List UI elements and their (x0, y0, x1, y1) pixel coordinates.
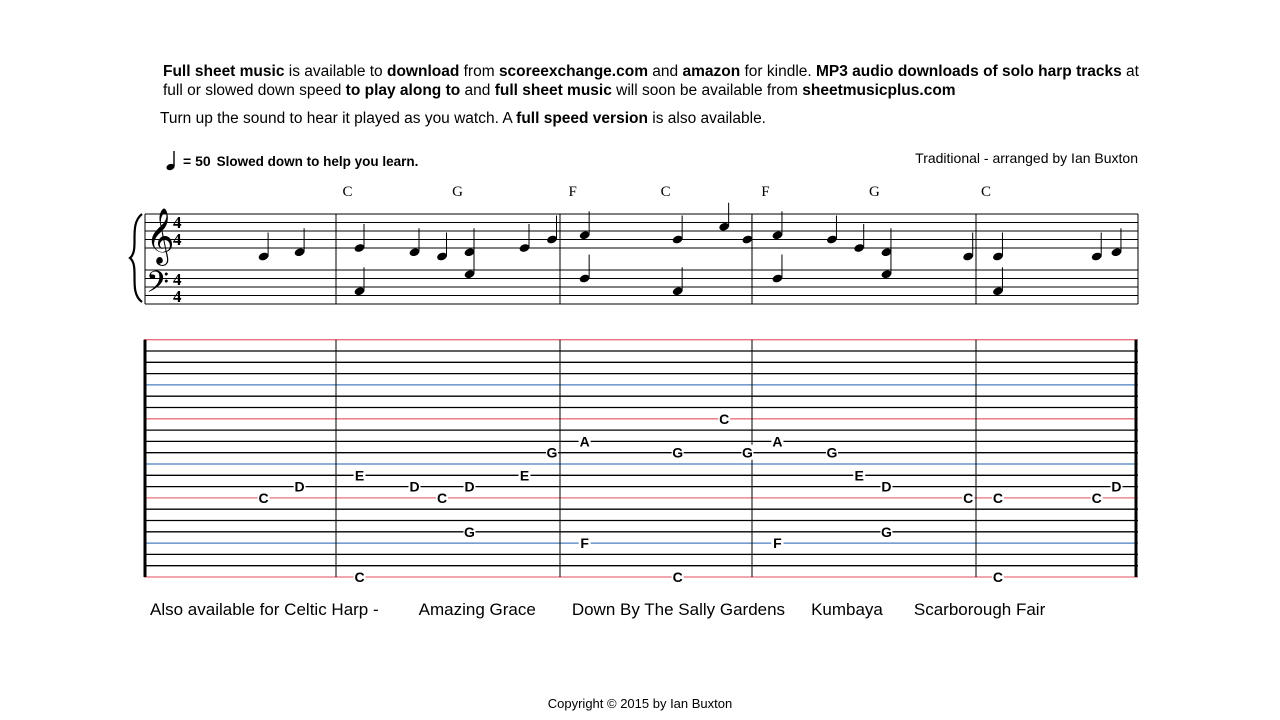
p1-run: MP3 audio downloads of solo harp tracks (816, 63, 1122, 80)
tab-note: G (881, 523, 892, 540)
tempo-text: Slowed down to help you learn. (216, 153, 419, 169)
composer-credit: Traditional - arranged by Ian Buxton (915, 150, 1138, 166)
tab-note: G (826, 444, 838, 461)
chord-symbol: G (452, 184, 463, 200)
tab-note: C (992, 569, 1004, 585)
tab-note: C (719, 410, 730, 427)
tab-note: D (294, 478, 305, 495)
chord-symbol: C (660, 184, 671, 200)
tab-note: F (580, 535, 589, 552)
tab-note: F (773, 535, 782, 552)
p2-run: Turn up the sound to hear it played as you watch. A (160, 110, 517, 127)
p1-run: scoreexchange.com (498, 63, 648, 80)
tab-note: C (992, 489, 1004, 506)
tab-note: E (854, 467, 864, 484)
tab-note: C (963, 489, 974, 506)
p1-run: will soon be available from (611, 82, 803, 99)
tab-note: C (258, 489, 269, 506)
time-sig-treble-bottom: 4 (173, 230, 182, 249)
chord-symbol: C (342, 184, 353, 200)
grand-staff-brace (130, 214, 142, 302)
tab-note: G (546, 444, 558, 461)
bass-clef-icon: 𝄢 (146, 266, 170, 307)
tab-note: D (409, 478, 420, 495)
also-item-sally-gardens[interactable]: Down By The Sally Gardens (571, 600, 786, 619)
harp-string-chart (144, 340, 1138, 577)
also-item-scarborough-fair[interactable]: Scarborough Fair (913, 600, 1046, 619)
p2-run: full speed version (516, 110, 648, 127)
time-sig-treble-top: 4 (173, 213, 182, 232)
p1-run: from (459, 63, 499, 80)
p2-run: is also available. (647, 110, 766, 127)
tab-note: C (354, 569, 365, 585)
chord-symbol: F (761, 184, 770, 200)
time-sig-bass-bottom: 4 (173, 287, 182, 306)
chord-symbol: F (568, 184, 577, 200)
p1-run: and (460, 82, 495, 99)
p1-run: sheetmusicplus.com (802, 82, 956, 99)
tab-note: D (464, 478, 475, 495)
also-available-row (150, 600, 1045, 620)
treble-clef-icon: 𝄞 (146, 208, 175, 264)
bass-staff (145, 270, 1138, 304)
tab-note: E (354, 467, 365, 484)
p1-run: for kindle. (740, 63, 816, 80)
also-item-amazing-grace[interactable]: Amazing Grace (418, 600, 536, 619)
tab-note: A (579, 433, 590, 450)
staff-notes (258, 203, 1123, 297)
tab-note: E (519, 467, 530, 484)
chord-symbols (342, 184, 990, 200)
also-available-label: Also available for Celtic Harp - (150, 600, 379, 619)
p1-run: at full or slowed down speed (163, 63, 1139, 99)
tab-note: D (881, 478, 892, 495)
copyright: Copyright © 2015 by Ian Buxton (547, 696, 733, 711)
also-item-kumbaya[interactable]: Kumbaya (811, 600, 883, 619)
tab-note: D (1111, 478, 1122, 495)
tab-note: G (464, 523, 475, 540)
tab-note: G (741, 444, 753, 461)
tab-note: C (1091, 489, 1102, 506)
p1-run: full sheet music (494, 82, 612, 99)
tempo-value: = 50 (183, 153, 211, 169)
p1-run: to play along to (345, 82, 461, 99)
p1-run: download (386, 63, 460, 80)
staff-barlines (145, 214, 1138, 304)
tab-note: A (772, 433, 783, 450)
chord-symbol: G (869, 184, 880, 200)
treble-staff (145, 214, 1138, 248)
p1-run: Full sheet music (163, 63, 285, 80)
time-sig-bass-top: 4 (173, 270, 182, 289)
p1-run: and (647, 63, 683, 80)
chord-symbol: C (980, 184, 991, 200)
tab-note: C (672, 569, 683, 585)
p1-run: is available to (284, 63, 387, 80)
tab-note: C (436, 489, 448, 506)
p1-run: amazon (682, 63, 741, 80)
tab-note: G (672, 444, 684, 461)
